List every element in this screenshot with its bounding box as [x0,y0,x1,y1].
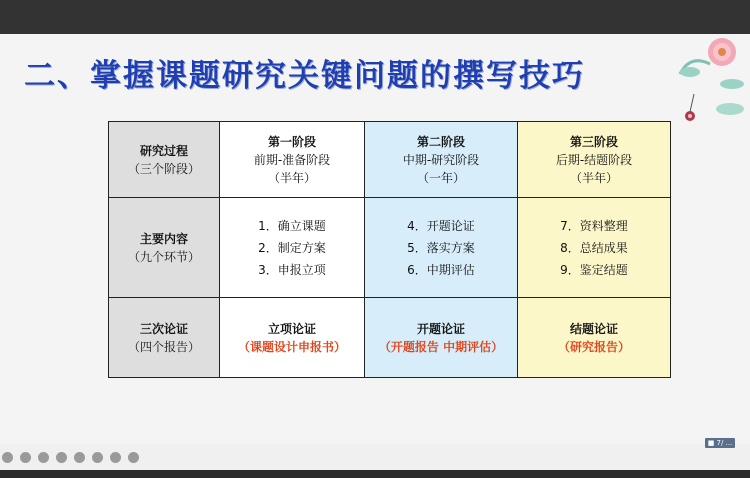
list-item: 7．资料整理 [560,218,628,233]
menu-icon[interactable] [110,452,121,463]
cell-heading: 研究过程 [139,143,188,158]
cell-subtext: 中期-研究阶段 [402,152,480,167]
cell-project-review [220,298,365,378]
cell-steps-1-3 [220,198,365,298]
list-item: 8．总结成果 [560,240,628,255]
report-name: （研究报告） [557,339,630,354]
cell-opening-review [365,298,518,378]
cell-main-content [109,198,220,298]
camera-icon[interactable] [74,452,85,463]
cell-subtext: （半年） [569,170,618,185]
cell-subtext: （四个报告） [127,339,200,354]
research-stage-table [108,121,671,378]
cell-heading: 第三阶段 [569,134,618,149]
cell-research-process [109,122,220,198]
list-item: 3．申报立项 [258,262,326,277]
trash-icon[interactable] [128,452,139,463]
cell-subtext: （九个环节） [127,249,200,264]
cell-heading: 立项论证 [267,321,316,336]
bottom-window-bar [0,470,750,478]
cell-subtext: 后期-结题阶段 [555,152,633,167]
cell-heading: 第一阶段 [267,134,316,149]
table-row [109,198,671,298]
cell-heading: 结题论证 [569,321,618,336]
cell-subtext: （三个阶段） [127,161,200,176]
prev-icon[interactable] [2,452,13,463]
pen-icon[interactable] [38,452,49,463]
cell-heading: 开题论证 [416,321,465,336]
list-item: 1．确立课题 [258,218,326,233]
crop-icon[interactable] [56,452,67,463]
cell-steps-4-6 [365,198,518,298]
table-row [109,122,671,198]
list-item: 5．落实方案 [407,240,475,255]
cell-subtext: 前期-准备阶段 [253,152,331,167]
cell-stage-one [220,122,365,198]
cell-subtext: （半年） [267,170,316,185]
cell-heading: 主要内容 [139,231,188,246]
page-indicator[interactable]: ■ 7/ ... [705,438,735,448]
play-icon[interactable] [20,452,31,463]
list-item: 4．开题论证 [407,218,475,233]
top-window-bar [0,0,750,34]
list-item: 9．鉴定结题 [560,262,628,277]
report-name: （课题设计申报书） [237,339,346,354]
cell-three-reviews [109,298,220,378]
cell-closing-review [518,298,671,378]
cell-heading: 第二阶段 [416,134,465,149]
cell-steps-7-9 [518,198,671,298]
cell-stage-three [518,122,671,198]
cell-stage-two [365,122,518,198]
table-row [109,298,671,378]
flower-decoration-icon [670,34,750,154]
list-item: 2．制定方案 [258,240,326,255]
record-icon[interactable] [92,452,103,463]
list-item: 6．中期评估 [407,262,475,277]
cell-heading: 三次论证 [139,321,188,336]
slide-title: 二、掌握课题研究关键问题的撰写技巧 [24,58,585,94]
report-name: （开题报告 中期评估） [378,339,504,354]
cell-subtext: （一年） [416,170,465,185]
